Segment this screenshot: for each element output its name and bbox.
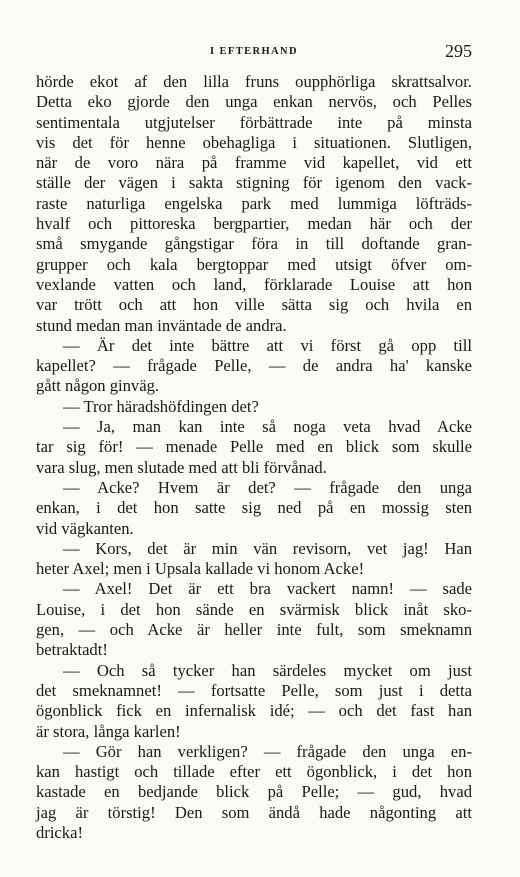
text-line: tar sig för! — menade Pelle med en blick som skulle — [36, 437, 472, 457]
text-line: jag är törstig! Den som ändå hade någonting att — [36, 802, 472, 822]
text-line: vexlande vatten och land, förklarade Louise att hon — [36, 274, 472, 294]
body-text — [36, 72, 472, 843]
running-header — [36, 38, 472, 72]
text-line: betraktadt! — [36, 640, 108, 660]
text-line: är stora, långa karlen! — [36, 721, 181, 741]
text-line: stund medan man inväntade de andra. — [36, 315, 287, 335]
text-line: vid vägkanten. — [36, 518, 134, 538]
text-line: — Axel! Det är ett bra vackert namn! — sade — [63, 579, 472, 599]
text-line: hvalf och pittoreska bergpartier, medan här och der — [36, 214, 472, 234]
text-line: Louise, i det hon sände en svärmisk blick inåt sko- — [36, 599, 472, 619]
text-line: små smygande gångstigar föra in till doftande gran- — [36, 234, 472, 254]
text-line: vis det för henne obehagliga i situationen. Slutligen, — [36, 132, 472, 152]
text-line: hörde ekot af den lilla fruns oupphörliga skrattsalvor. — [36, 72, 472, 91]
text-line: enkan, i det hon satte sig ned på en mossig sten — [36, 498, 472, 518]
text-line: — Acke? Hvem är det? — frågade den unga — [63, 477, 472, 497]
text-line: gen, — och Acke är heller inte fult, som smeknamn — [36, 620, 472, 640]
text-line: kan hastigt och tillade efter ett ögonblick, i det hon — [36, 762, 472, 782]
running-title: I EFTERHAND — [209, 46, 299, 57]
text-line: vara slug, men slutade med att bli förvånad. — [36, 457, 327, 477]
text-line: ögonblick fick en infernalisk idé; — och det fast han — [36, 701, 472, 721]
text-line: — Och så tycker han särdeles mycket om just — [63, 660, 472, 680]
text-line: var trött och att hon ville sätta sig och hvila en — [36, 295, 472, 315]
text-line: ställe der vägen i sakta stigning för igenom den vack- — [36, 173, 472, 193]
text-line: — Tror häradshöfdingen det? — [63, 396, 259, 416]
text-line: när de voro nära på framme vid kapellet, vid ett — [36, 153, 472, 173]
text-line: kastade en bedjande blick på Pelle; — gud, hvad — [36, 782, 472, 802]
text-line: Detta eko gjorde den unga enkan nervös, och Pelles — [36, 92, 472, 112]
text-line: gått någon ginväg. — [36, 376, 160, 396]
text-line: det smeknamnet! — fortsatte Pelle, som just i detta — [36, 680, 472, 700]
page-number: 295 — [445, 41, 472, 61]
text-line: grupper och kala bergtoppar med utsigt öfver om- — [36, 254, 472, 274]
text-line: — Ja, man kan inte så noga veta hvad Acke — [63, 417, 472, 437]
text-line: sentimentala utgjutelser förbättrade inte på minsta — [36, 112, 472, 132]
book-page — [36, 38, 472, 843]
text-line: — Är det inte bättre att vi först gå opp till — [63, 335, 472, 355]
text-line: heter Axel; men i Upsala kallade vi honom Acke! — [36, 559, 365, 579]
text-line: dricka! — [36, 822, 83, 842]
text-line: — Gör han verkligen? — frågade den unga en- — [63, 741, 472, 761]
text-line: raste naturliga engelska park med lummiga löfträds- — [36, 193, 472, 213]
text-line: kapellet? — frågade Pelle, — de andra ha' kanske — [36, 356, 472, 376]
text-line: — Kors, det är min vän revisorn, vet jag! Han — [63, 538, 472, 558]
